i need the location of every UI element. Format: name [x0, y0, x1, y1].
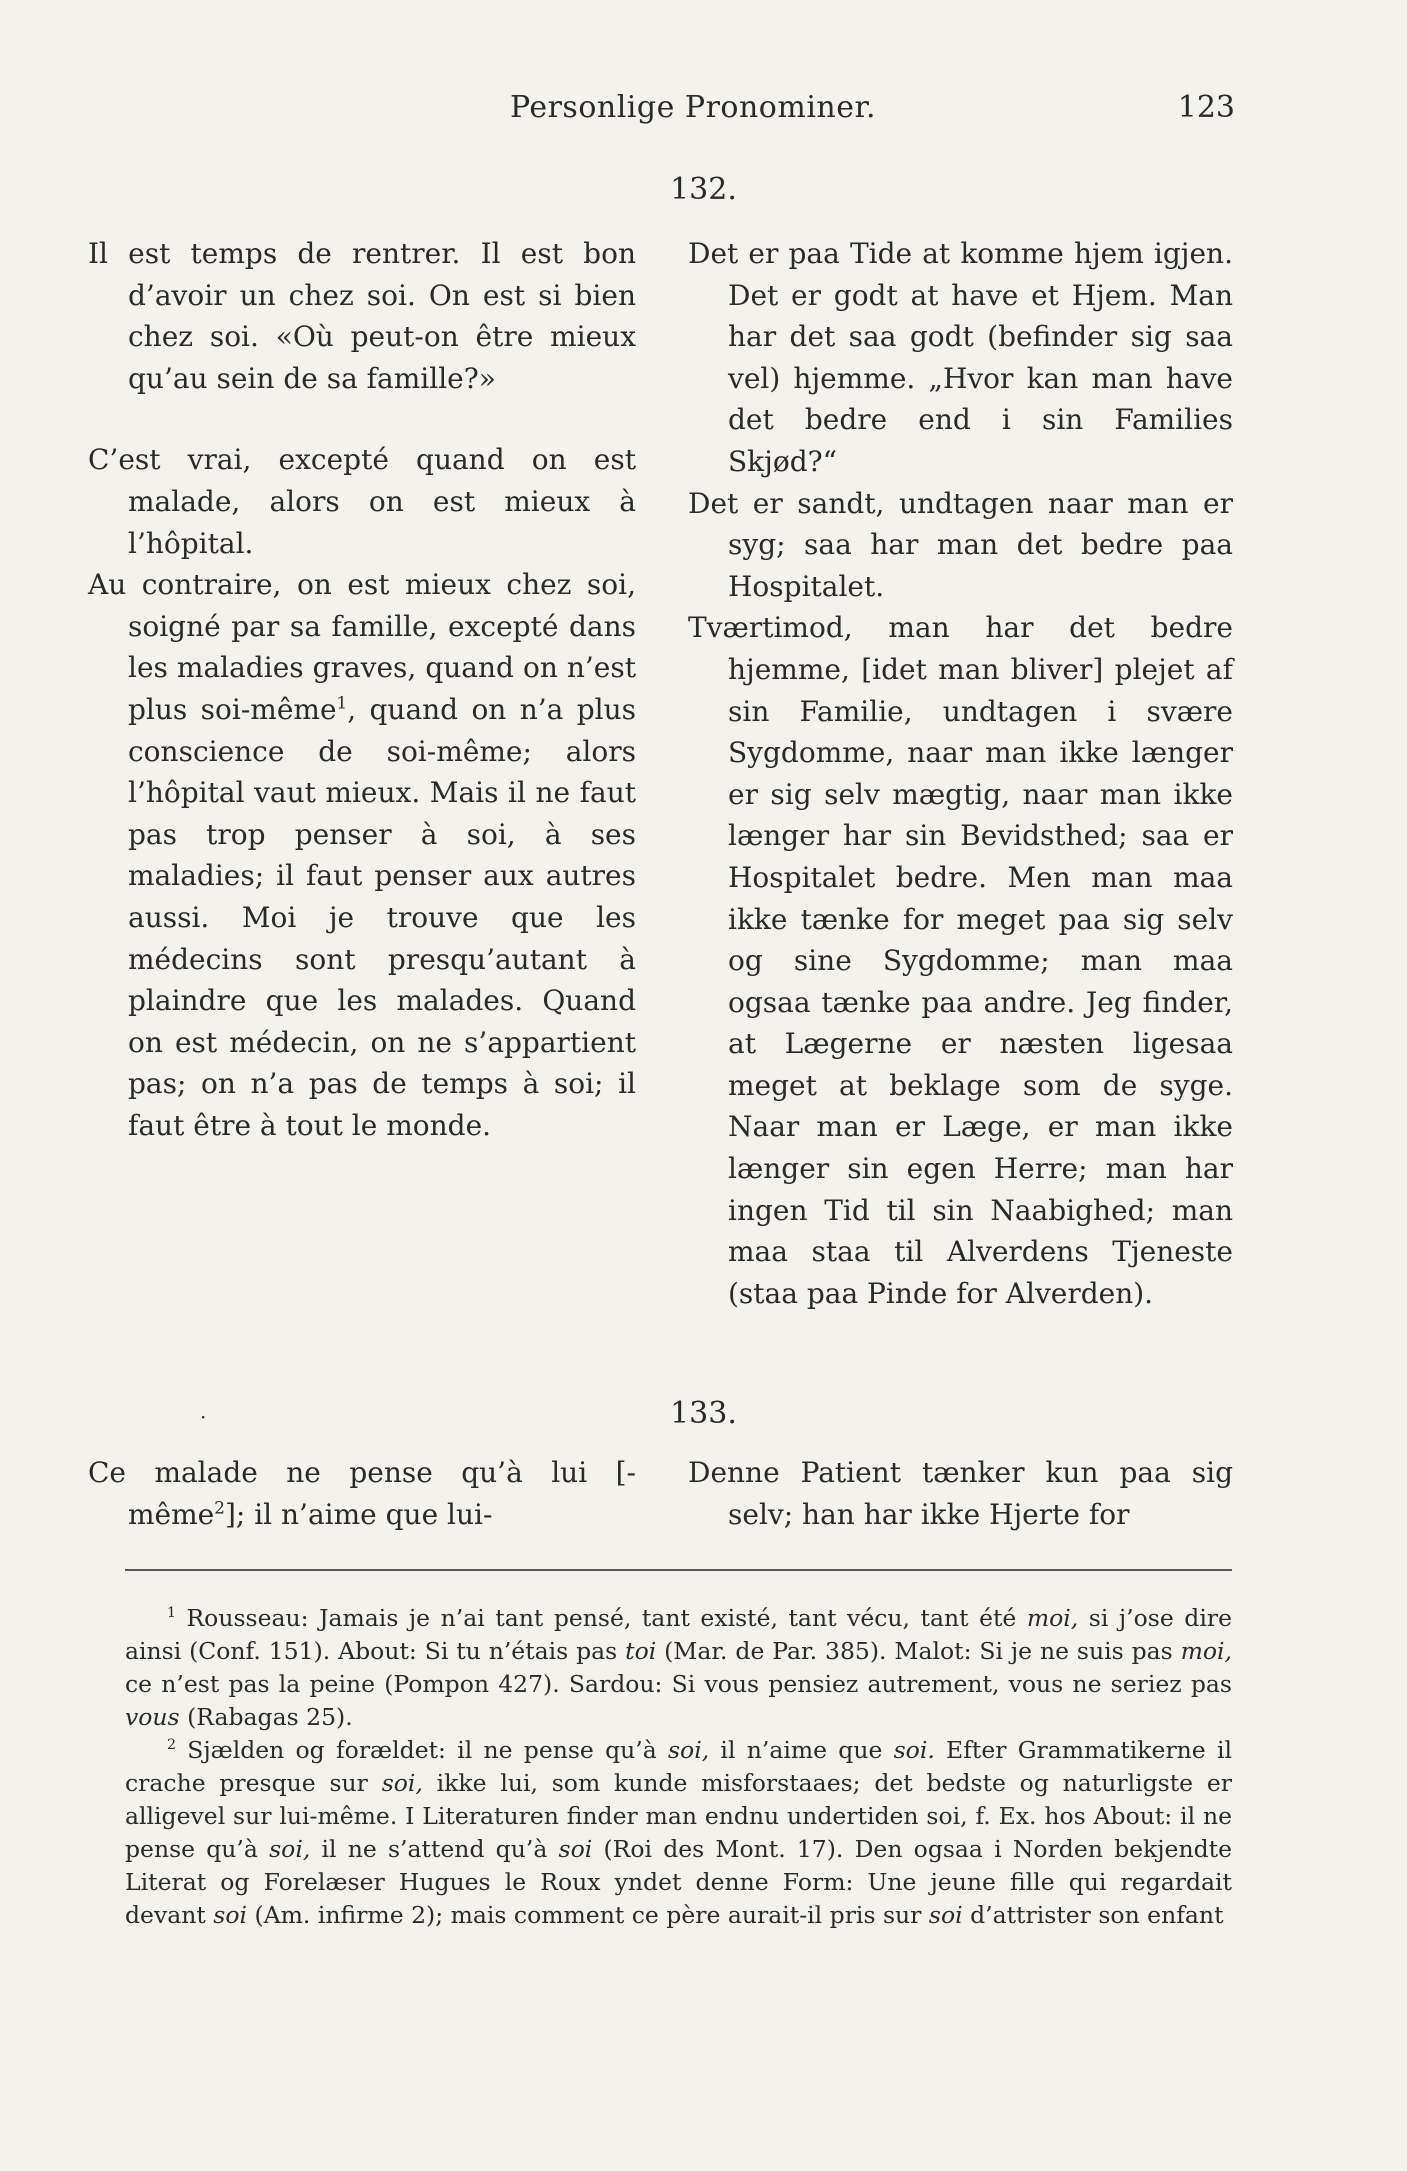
- danish-paragraph: Tværtimod, man har det bedre hjemme, [idet man bliver] plejet af sin Familie, undtagen i svære Sygdomme, naar man ikke længer er sig selv mægtig, naar man ikke længer har sin Bevidsthed; saa er Hospitalet bedre. Men man maa ikke tænke for meget paa sig selv og sine Sygdomme; man maa ogsaa tænke paa andre. Jeg finder, at Lægerne er næsten ligesaa meget at beklage som de syge. Naar man er Læge, er man ikke længer sin egen Herre; man har ingen Tid til sin Naabighed; man maa staa til Alverdens Tjeneste (staa paa Pinde for Alverden).: [688, 611, 1233, 1310]
- french-text: Au contraire, on est mieux chez soi, soigné par sa famille, excepté dans les maladies graves, quand on n’est plus soi-même: [88, 568, 636, 726]
- footnote-text: soi.: [893, 1736, 935, 1764]
- running-title: Personlige Pronominer.: [510, 90, 877, 125]
- footnote-text: ce n’est pas la peine (Pompon 427). Sardou: Si vous pensiez autrement, vous ne seriez pas: [125, 1670, 1232, 1698]
- footnote-text: soi: [213, 1901, 248, 1929]
- footnote-text: ikke lui, som kunde misforstaaes; det bedste og naturligste er alligevel sur lui-même. I Literaturen finder man endnu undertiden soi, f. Ex. hos About: il ne pense qu’à: [125, 1769, 1232, 1863]
- french-text: , quand on n’a plus conscience de soi-même; alors l’hôpital vaut mieux. Mais il ne faut pas trop penser à soi, à ses maladies; il faut penser aux autres aussi. Moi je trouve que les médecins sont presqu’autant à plaindre que les malades. Quand on est médecin, on ne s’appartient pas; on n’a pas de temps à soi; il faut être à tout le monde.: [128, 692, 636, 1142]
- french-paragraph: C’est vrai, excepté quand on est malade, alors on est mieux à l’hôpital.: [88, 443, 636, 560]
- danish-paragraph: Det er paa Tide at komme hjem igjen. Det er godt at have et Hjem. Man har det saa godt (befinder sig saa vel) hjemme. „Hvor kan man have det bedre end i sin Families Skjød?“: [688, 237, 1233, 478]
- footnote-text: toi: [625, 1637, 657, 1665]
- footnote-rule: [125, 1569, 1232, 1571]
- footnote-text: vous: [125, 1703, 180, 1731]
- danish-column-132: [688, 233, 1233, 1314]
- footnote-1: [125, 1602, 1232, 1734]
- footnote-text: moi,: [1180, 1637, 1232, 1665]
- footnote-marker-2: 2: [214, 1497, 225, 1518]
- danish-paragraph: Denne Patient tænker kun paa sig selv; han har ikke Hjerte for: [688, 1456, 1233, 1531]
- footnote-text: moi,: [1026, 1604, 1079, 1632]
- section-number-133: 133.: [670, 1396, 737, 1431]
- danish-paragraph: Det er sandt, undtagen naar man er syg; saa har man det bedre paa Hospitalet.: [688, 486, 1233, 603]
- footnote-text: il n’aime que: [709, 1736, 894, 1764]
- footnote-text: (Rabagas 25).: [179, 1703, 353, 1731]
- french-text: ]; il n’aime que lui-: [224, 1497, 493, 1531]
- stray-dot: ·: [200, 1405, 207, 1429]
- footnote-text: d’attrister son enfant: [962, 1901, 1224, 1929]
- french-column-132: [88, 233, 636, 1146]
- footnote-text: (Mar. de Par. 385). Malot: Si je ne suis pas: [656, 1637, 1181, 1665]
- footnote-text: soi,: [269, 1835, 311, 1863]
- footnote-text: (Am. infirme 2); mais comment ce père aurait-il pris sur: [247, 1901, 929, 1929]
- footnote-2: [125, 1734, 1232, 1932]
- footnote-text: Efter Grammatikerne il crache presque sur: [125, 1736, 1232, 1797]
- footnote-text: (Roi des Mont. 17). Den ogsaa i Norden bekjendte Literat og Forelæser Hugues le Roux yndet denne Form: Une jeune fille qui regardait devant: [125, 1835, 1232, 1929]
- footnote-1-mark: 1: [167, 1605, 176, 1622]
- section-number-132: 132.: [670, 172, 737, 207]
- french-column-133: [88, 1452, 636, 1535]
- page-number: 123: [1177, 90, 1235, 125]
- footnote-text: si j’ose dire ainsi (Conf. 151). About: Si tu n’étais pas: [125, 1604, 1232, 1665]
- footnote-text: Rousseau: Jamais je n’ai tant pensé, tant existé, tant vécu, tant été: [175, 1604, 1027, 1632]
- danish-column-133: [688, 1452, 1233, 1535]
- footnote-2-mark: 2: [167, 1737, 176, 1754]
- footnote-text: soi,: [381, 1769, 423, 1797]
- french-paragraph: [88, 564, 636, 1146]
- french-text: Ce malade ne pense qu’à lui [-même: [88, 1456, 636, 1531]
- french-paragraph: [88, 1452, 636, 1535]
- french-paragraph: Il est temps de rentrer. Il est bon d’avoir un chez soi. On est si bien chez soi. «Où peut-on être mieux qu’au sein de sa famille?»: [88, 237, 636, 395]
- footnote-text: il ne s’attend qu’à: [310, 1835, 559, 1863]
- footnote-text: soi,: [667, 1736, 710, 1764]
- footnote-marker-1: 1: [336, 692, 348, 713]
- page-header: [0, 90, 1407, 130]
- footnote-text: soi: [558, 1835, 593, 1863]
- footnotes: [125, 1602, 1232, 1932]
- footnote-text: Sjælden og forældet: il ne pense qu’à: [175, 1736, 668, 1764]
- footnote-text: soi: [928, 1901, 963, 1929]
